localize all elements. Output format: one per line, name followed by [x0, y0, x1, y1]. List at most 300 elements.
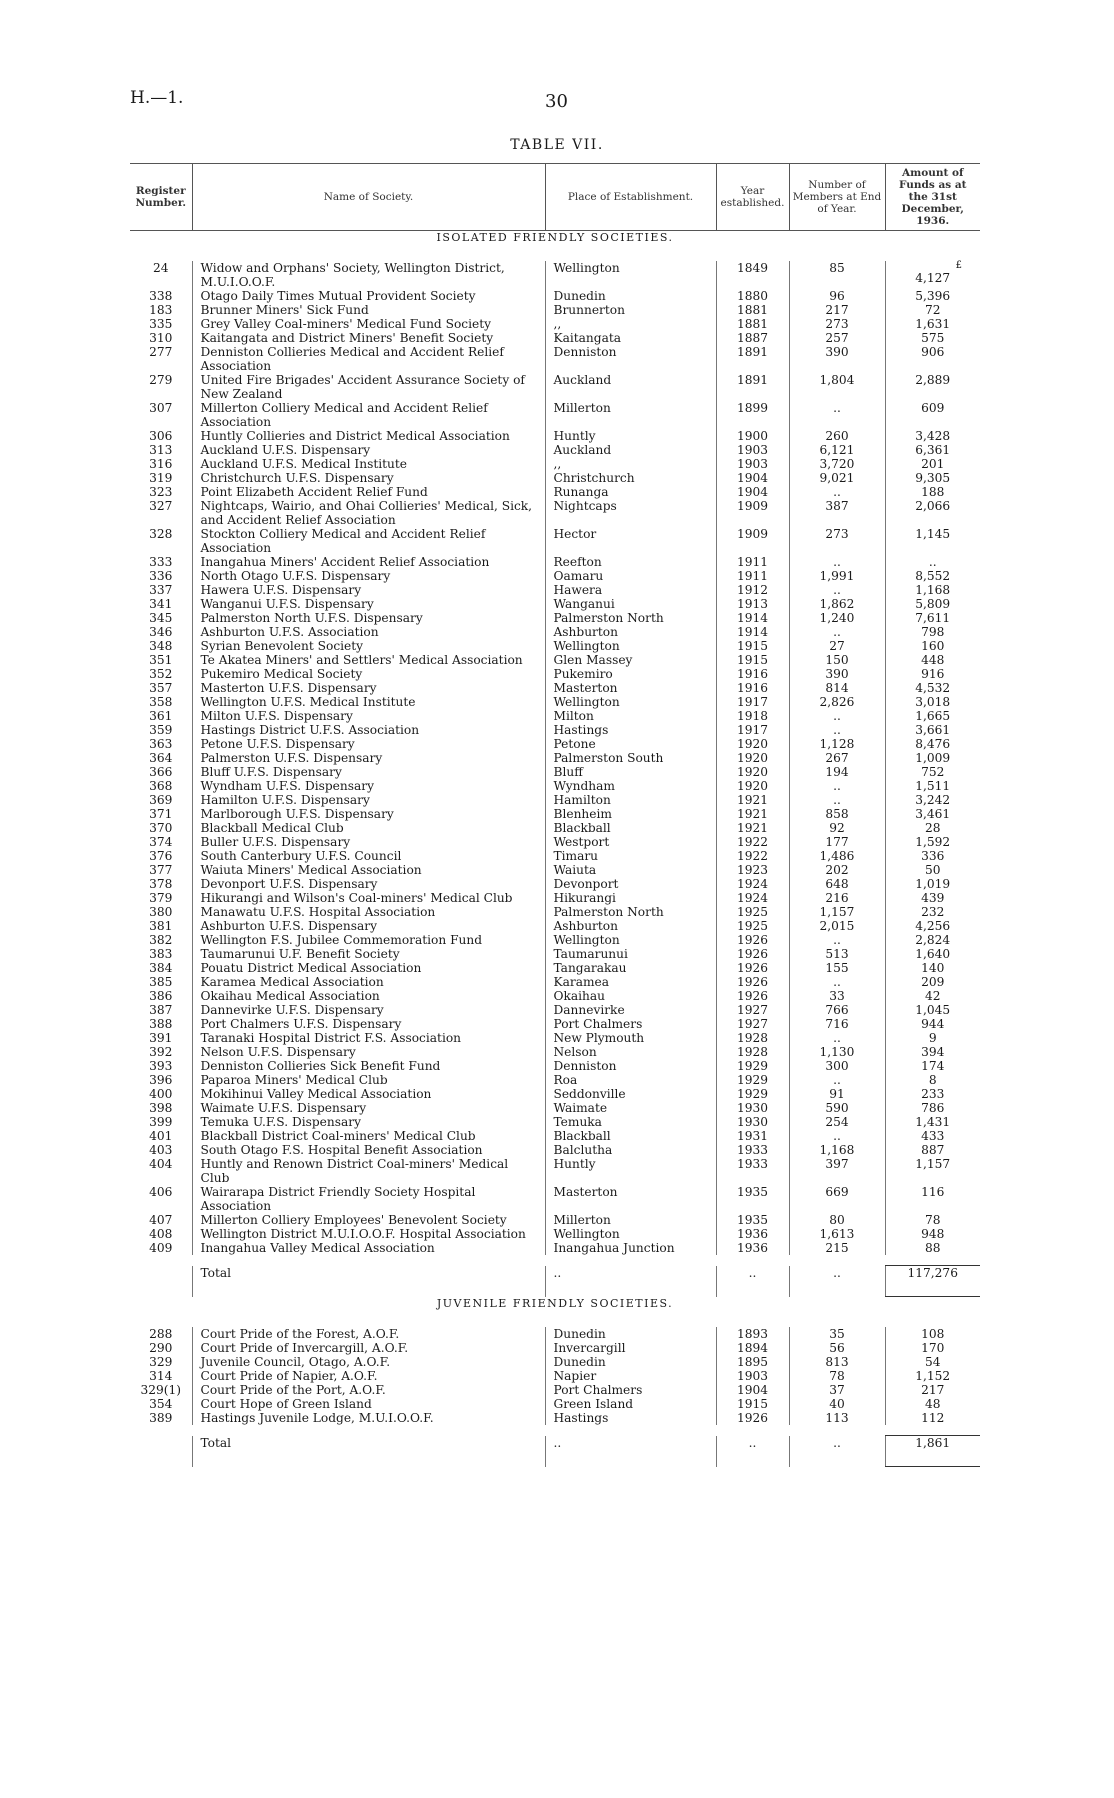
year-cell: 1924 [716, 891, 789, 905]
society-name-cell: Kaitangata and District Miners' Benefit Society [192, 331, 545, 345]
table-row [130, 331, 980, 345]
place-cell: Reefton [545, 555, 716, 569]
register-number-cell: 400 [149, 1087, 173, 1101]
funds-cell [885, 751, 980, 765]
year-cell: 1930 [716, 1101, 789, 1115]
funds-value: 439 [921, 891, 945, 905]
funds-value: 50 [924, 863, 941, 877]
register-number-cell: 366 [149, 765, 173, 779]
funds-value: 1,152 [915, 1369, 951, 1383]
members-cell: 513 [789, 947, 885, 961]
place-cell: Westport [545, 835, 716, 849]
place-cell: Millerton [545, 401, 716, 429]
funds-value: 2,066 [915, 499, 951, 513]
table-row [130, 891, 980, 905]
funds-cell [885, 1369, 980, 1383]
funds-value: 209 [921, 975, 945, 989]
members-cell: .. [789, 1129, 885, 1143]
funds-value: 112 [921, 1411, 945, 1425]
table-row [130, 723, 980, 737]
register-number-cell: 370 [149, 821, 173, 835]
juvenile-societies-section [130, 1297, 980, 1467]
table-row [130, 457, 980, 471]
table-row [130, 485, 980, 499]
table-row [130, 317, 980, 331]
society-name-cell: Te Akatea Miners' and Settlers' Medical Association [192, 653, 545, 667]
funds-cell [885, 1101, 980, 1115]
members-cell: 2,015 [789, 919, 885, 933]
society-name-cell: Hastings Juvenile Lodge, M.U.I.O.O.F. [192, 1411, 545, 1425]
place-cell: Dunedin [545, 289, 716, 303]
register-number-cell: 314 [149, 1369, 173, 1383]
members-cell: 1,804 [789, 373, 885, 401]
society-name-cell: Mokihinui Valley Medical Association [192, 1087, 545, 1101]
register-number-cell: 403 [149, 1143, 173, 1157]
register-number-cell: 346 [149, 625, 173, 639]
place-cell: Masterton [545, 681, 716, 695]
funds-cell [885, 1213, 980, 1227]
members-cell: 27 [789, 639, 885, 653]
members-cell: 217 [789, 303, 885, 317]
register-number-cell: 387 [149, 1003, 173, 1017]
year-cell: 1920 [716, 765, 789, 779]
funds-cell [885, 1397, 980, 1411]
place-cell: Milton [545, 709, 716, 723]
place-cell: Brunnerton [545, 303, 716, 317]
spacer-cell [130, 1255, 980, 1266]
society-name-cell: Nelson U.F.S. Dispensary [192, 1045, 545, 1059]
table-row [130, 527, 980, 555]
year-cell: 1926 [716, 989, 789, 1003]
society-name-cell: Pouatu District Medical Association [192, 961, 545, 975]
members-cell: 814 [789, 681, 885, 695]
funds-cell [885, 947, 980, 961]
funds-cell [885, 373, 980, 401]
funds-cell [885, 709, 980, 723]
section-heading-row [130, 231, 980, 262]
register-number-cell: 323 [149, 485, 173, 499]
table-row [130, 1045, 980, 1059]
year-cell: 1903 [716, 457, 789, 471]
year-cell: 1936 [716, 1241, 789, 1255]
table-row [130, 1073, 980, 1087]
year-cell: 1904 [716, 1383, 789, 1397]
year-cell: 1935 [716, 1185, 789, 1213]
currency-mark: £ [955, 260, 962, 271]
funds-cell [885, 1115, 980, 1129]
members-cell: 216 [789, 891, 885, 905]
funds-value: 433 [921, 1129, 945, 1143]
register-number-cell: 341 [149, 597, 173, 611]
table-row [130, 695, 980, 709]
funds-value: 8,476 [915, 737, 951, 751]
members-cell: 390 [789, 667, 885, 681]
members-cell: 858 [789, 807, 885, 821]
table-row [130, 933, 980, 947]
year-cell: 1921 [716, 807, 789, 821]
society-name-cell: Port Chalmers U.F.S. Dispensary [192, 1017, 545, 1031]
year-cell: 1933 [716, 1157, 789, 1185]
funds-cell [885, 1383, 980, 1397]
funds-value: 201 [921, 457, 945, 471]
society-name-cell: Waiuta Miners' Medical Association [192, 863, 545, 877]
society-name-cell: Masterton U.F.S. Dispensary [192, 681, 545, 695]
place-cell: Temuka [545, 1115, 716, 1129]
table-row [130, 1059, 980, 1073]
register-number-cell: 352 [149, 667, 173, 681]
year-cell: 1925 [716, 905, 789, 919]
society-name-cell: Ashburton U.F.S. Dispensary [192, 919, 545, 933]
funds-value: 948 [921, 1227, 945, 1241]
empty-cell [130, 1436, 192, 1467]
place-cell: Blackball [545, 1129, 716, 1143]
year-cell: 1891 [716, 373, 789, 401]
funds-cell [885, 401, 980, 429]
register-number-cell: 388 [149, 1017, 173, 1031]
society-name-cell: Temuka U.F.S. Dispensary [192, 1115, 545, 1129]
page-header [0, 0, 1114, 160]
funds-cell [885, 863, 980, 877]
year-cell: 1915 [716, 653, 789, 667]
members-cell: 387 [789, 499, 885, 527]
spacer-row [130, 1425, 980, 1436]
year-cell: 1881 [716, 317, 789, 331]
society-name-cell: Hikurangi and Wilson's Coal-miners' Medical Club [192, 891, 545, 905]
members-cell: .. [789, 779, 885, 793]
total-row [130, 1266, 980, 1297]
register-number-cell: 408 [149, 1227, 173, 1241]
table-row [130, 807, 980, 821]
register-number-cell: 396 [149, 1073, 173, 1087]
funds-cell [885, 639, 980, 653]
table-row [130, 401, 980, 429]
table-row [130, 1411, 980, 1425]
year-cell: 1911 [716, 555, 789, 569]
register-number-cell: 363 [149, 737, 173, 751]
members-cell: 766 [789, 1003, 885, 1017]
members-cell: .. [789, 723, 885, 737]
society-name-cell: United Fire Brigades' Accident Assurance Society of New Zealand [192, 373, 545, 401]
society-name-cell: Grey Valley Coal-miners' Medical Fund Society [192, 317, 545, 331]
funds-cell [885, 471, 980, 485]
society-name-cell: Wanganui U.F.S. Dispensary [192, 597, 545, 611]
table-row [130, 947, 980, 961]
table-row [130, 779, 980, 793]
society-name-cell: Hawera U.F.S. Dispensary [192, 583, 545, 597]
funds-cell [885, 1059, 980, 1073]
funds-cell [885, 1031, 980, 1045]
year-cell: 1909 [716, 499, 789, 527]
place-cell: Taumarunui [545, 947, 716, 961]
table-row [130, 1115, 980, 1129]
year-cell: 1904 [716, 485, 789, 499]
place-cell: Pukemiro [545, 667, 716, 681]
funds-cell [885, 261, 980, 289]
year-cell: 1923 [716, 863, 789, 877]
funds-value: 786 [921, 1101, 945, 1115]
funds-value: 3,018 [915, 695, 951, 709]
year-cell: 1913 [716, 597, 789, 611]
place-cell: Palmerston South [545, 751, 716, 765]
funds-value: 4,532 [915, 681, 951, 695]
register-number-cell: 358 [149, 695, 173, 709]
section-heading-isolated: ISOLATED FRIENDLY SOCIETIES. [436, 231, 674, 244]
place-cell: Petone [545, 737, 716, 751]
place-cell: Inangahua Junction [545, 1241, 716, 1255]
place-cell: Port Chalmers [545, 1017, 716, 1031]
funds-value: 1,665 [915, 709, 951, 723]
funds-cell [885, 1227, 980, 1241]
funds-cell [885, 667, 980, 681]
funds-value: 4,256 [915, 919, 951, 933]
members-cell: 35 [789, 1327, 885, 1341]
members-cell: 1,991 [789, 569, 885, 583]
funds-value: 1,631 [915, 317, 951, 331]
members-cell: 2,826 [789, 695, 885, 709]
society-name-cell: Court Pride of Napier, A.O.F. [192, 1369, 545, 1383]
funds-value: 1,157 [915, 1157, 951, 1171]
place-cell: Auckland [545, 443, 716, 457]
year-cell: 1926 [716, 947, 789, 961]
register-number-cell: 385 [149, 975, 173, 989]
funds-cell [885, 569, 980, 583]
society-name-cell: Nightcaps, Wairio, and Ohai Collieries' Medical, Sick, and Accident Relief Association [192, 499, 545, 527]
isolated-societies-section [130, 231, 980, 1297]
place-cell: Wellington [545, 261, 716, 289]
year-cell: 1936 [716, 1227, 789, 1241]
table-row [130, 751, 980, 765]
society-name-cell: Widow and Orphans' Society, Wellington District, M.U.I.O.O.F. [192, 261, 545, 289]
society-name-cell: Hamilton U.F.S. Dispensary [192, 793, 545, 807]
society-name-cell: Karamea Medical Association [192, 975, 545, 989]
table-row [130, 1017, 980, 1031]
funds-cell [885, 611, 980, 625]
funds-cell [885, 653, 980, 667]
header-members: Number of Members at End of Year. [789, 164, 885, 231]
table-row [130, 975, 980, 989]
year-cell: 1912 [716, 583, 789, 597]
funds-value: 108 [921, 1327, 945, 1341]
funds-value: 1,145 [915, 527, 951, 541]
register-number-cell: 369 [149, 793, 173, 807]
table-row [130, 765, 980, 779]
table-row [130, 835, 980, 849]
place-cell: Runanga [545, 485, 716, 499]
place-cell: Wellington [545, 639, 716, 653]
table-row [130, 821, 980, 835]
place-cell: Hikurangi [545, 891, 716, 905]
funds-value: 78 [924, 1213, 941, 1227]
society-name-cell: Millerton Colliery Medical and Accident Relief Association [192, 401, 545, 429]
register-number-cell: 404 [149, 1157, 173, 1171]
society-name-cell: Huntly and Renown District Coal-miners' Medical Club [192, 1157, 545, 1185]
place-cell: Millerton [545, 1213, 716, 1227]
total-row [130, 1436, 980, 1467]
funds-value: 944 [921, 1017, 945, 1031]
place-cell: Wyndham [545, 779, 716, 793]
year-cell: 1900 [716, 429, 789, 443]
place-cell: Invercargill [545, 1341, 716, 1355]
society-name-cell: Huntly Collieries and District Medical Association [192, 429, 545, 443]
year-cell: 1925 [716, 919, 789, 933]
place-cell: Blenheim [545, 807, 716, 821]
spacer-cell [130, 1425, 980, 1436]
register-number-cell: 327 [149, 499, 173, 513]
register-number-cell: 389 [149, 1411, 173, 1425]
table-row [130, 667, 980, 681]
funds-cell [885, 835, 980, 849]
members-cell: 150 [789, 653, 885, 667]
funds-cell [885, 289, 980, 303]
funds-value: 5,396 [915, 289, 951, 303]
members-cell: 267 [789, 751, 885, 765]
members-cell: 40 [789, 1397, 885, 1411]
society-name-cell: Wyndham U.F.S. Dispensary [192, 779, 545, 793]
funds-cell [885, 807, 980, 821]
place-cell: Waiuta [545, 863, 716, 877]
society-name-cell: Marlborough U.F.S. Dispensary [192, 807, 545, 821]
funds-value: 188 [921, 485, 945, 499]
year-cell: 1903 [716, 1369, 789, 1383]
place-cell: Huntly [545, 1157, 716, 1185]
leader-dots: .. [789, 1266, 885, 1297]
place-cell: Balclutha [545, 1143, 716, 1157]
funds-value: 1,009 [915, 751, 951, 765]
year-cell: 1911 [716, 569, 789, 583]
funds-cell [885, 849, 980, 863]
place-cell: Okaihau [545, 989, 716, 1003]
place-cell: Hastings [545, 1411, 716, 1425]
register-number-cell: 306 [149, 429, 173, 443]
members-cell: 6,121 [789, 443, 885, 457]
members-cell: .. [789, 555, 885, 569]
funds-value: 233 [921, 1087, 945, 1101]
members-cell: .. [789, 975, 885, 989]
funds-cell [885, 891, 980, 905]
table-row [130, 1143, 980, 1157]
funds-cell [885, 1411, 980, 1425]
society-name-cell: Denniston Collieries Medical and Accident Relief Association [192, 345, 545, 373]
society-name-cell: Wellington F.S. Jubilee Commemoration Fund [192, 933, 545, 947]
header-year: Year established. [716, 164, 789, 231]
table-row [130, 877, 980, 891]
funds-value: 3,661 [915, 723, 951, 737]
place-cell: Christchurch [545, 471, 716, 485]
funds-value: 6,361 [915, 443, 951, 457]
funds-value: 28 [924, 821, 941, 835]
year-cell: 1894 [716, 1341, 789, 1355]
place-cell: Tangarakau [545, 961, 716, 975]
year-cell: 1920 [716, 751, 789, 765]
members-cell: 1,168 [789, 1143, 885, 1157]
funds-value: 906 [921, 345, 945, 359]
funds-value: 916 [921, 667, 945, 681]
table-row [130, 583, 980, 597]
table-row [130, 1031, 980, 1045]
place-cell: Palmerston North [545, 611, 716, 625]
funds-value: 798 [921, 625, 945, 639]
year-cell: 1881 [716, 303, 789, 317]
place-cell: Auckland [545, 373, 716, 401]
funds-cell [885, 443, 980, 457]
society-name-cell: Court Hope of Green Island [192, 1397, 545, 1411]
place-cell: New Plymouth [545, 1031, 716, 1045]
funds-value: 3,428 [915, 429, 951, 443]
table-row [130, 429, 980, 443]
society-name-cell: Palmerston U.F.S. Dispensary [192, 751, 545, 765]
table-row [130, 653, 980, 667]
year-cell: 1933 [716, 1143, 789, 1157]
register-number-cell: 398 [149, 1101, 173, 1115]
members-cell: .. [789, 793, 885, 807]
year-cell: 1924 [716, 877, 789, 891]
register-number-cell: 391 [149, 1031, 173, 1045]
society-name-cell: Palmerston North U.F.S. Dispensary [192, 611, 545, 625]
place-cell: Napier [545, 1369, 716, 1383]
place-cell: ,, [545, 317, 716, 331]
register-number-cell: 313 [149, 443, 173, 457]
place-cell: Wellington [545, 1227, 716, 1241]
register-number-cell: 406 [149, 1185, 173, 1199]
year-cell: 1849 [716, 261, 789, 289]
members-cell: 91 [789, 1087, 885, 1101]
society-name-cell: Dannevirke U.F.S. Dispensary [192, 1003, 545, 1017]
page-number: 30 [545, 91, 568, 112]
table-row [130, 905, 980, 919]
register-number-cell: 329(1) [140, 1383, 182, 1397]
society-name-cell: Court Pride of the Port, A.O.F. [192, 1383, 545, 1397]
table-row [130, 471, 980, 485]
funds-value: 42 [924, 989, 941, 1003]
society-name-cell: Brunner Miners' Sick Fund [192, 303, 545, 317]
year-cell: 1926 [716, 961, 789, 975]
place-cell: Denniston [545, 1059, 716, 1073]
register-number-cell: 384 [149, 961, 173, 975]
register-number-cell: 380 [149, 905, 173, 919]
funds-cell [885, 919, 980, 933]
society-name-cell: Inangahua Miners' Accident Relief Association [192, 555, 545, 569]
table-row [130, 1157, 980, 1185]
year-cell: 1926 [716, 933, 789, 947]
place-cell: Waimate [545, 1101, 716, 1115]
society-name-cell: Otago Daily Times Mutual Provident Society [192, 289, 545, 303]
members-cell: 260 [789, 429, 885, 443]
register-number-cell: 335 [149, 317, 173, 331]
members-cell: 648 [789, 877, 885, 891]
table-row [130, 989, 980, 1003]
funds-value: 3,242 [915, 793, 951, 807]
table-row [130, 1087, 980, 1101]
funds-cell [885, 1073, 980, 1087]
funds-value: 1,168 [915, 583, 951, 597]
society-name-cell: North Otago U.F.S. Dispensary [192, 569, 545, 583]
table-row [130, 1383, 980, 1397]
society-name-cell: Christchurch U.F.S. Dispensary [192, 471, 545, 485]
society-name-cell: Hastings District U.F.S. Association [192, 723, 545, 737]
table-row [130, 793, 980, 807]
funds-value: 2,889 [915, 373, 951, 387]
funds-cell [885, 527, 980, 555]
society-name-cell: Syrian Benevolent Society [192, 639, 545, 653]
society-name-cell: Ashburton U.F.S. Association [192, 625, 545, 639]
year-cell: 1926 [716, 1411, 789, 1425]
year-cell: 1921 [716, 821, 789, 835]
members-cell: 1,240 [789, 611, 885, 625]
funds-cell [885, 1341, 980, 1355]
members-cell: 80 [789, 1213, 885, 1227]
funds-value: 4,127 [915, 271, 951, 285]
funds-cell [885, 1143, 980, 1157]
